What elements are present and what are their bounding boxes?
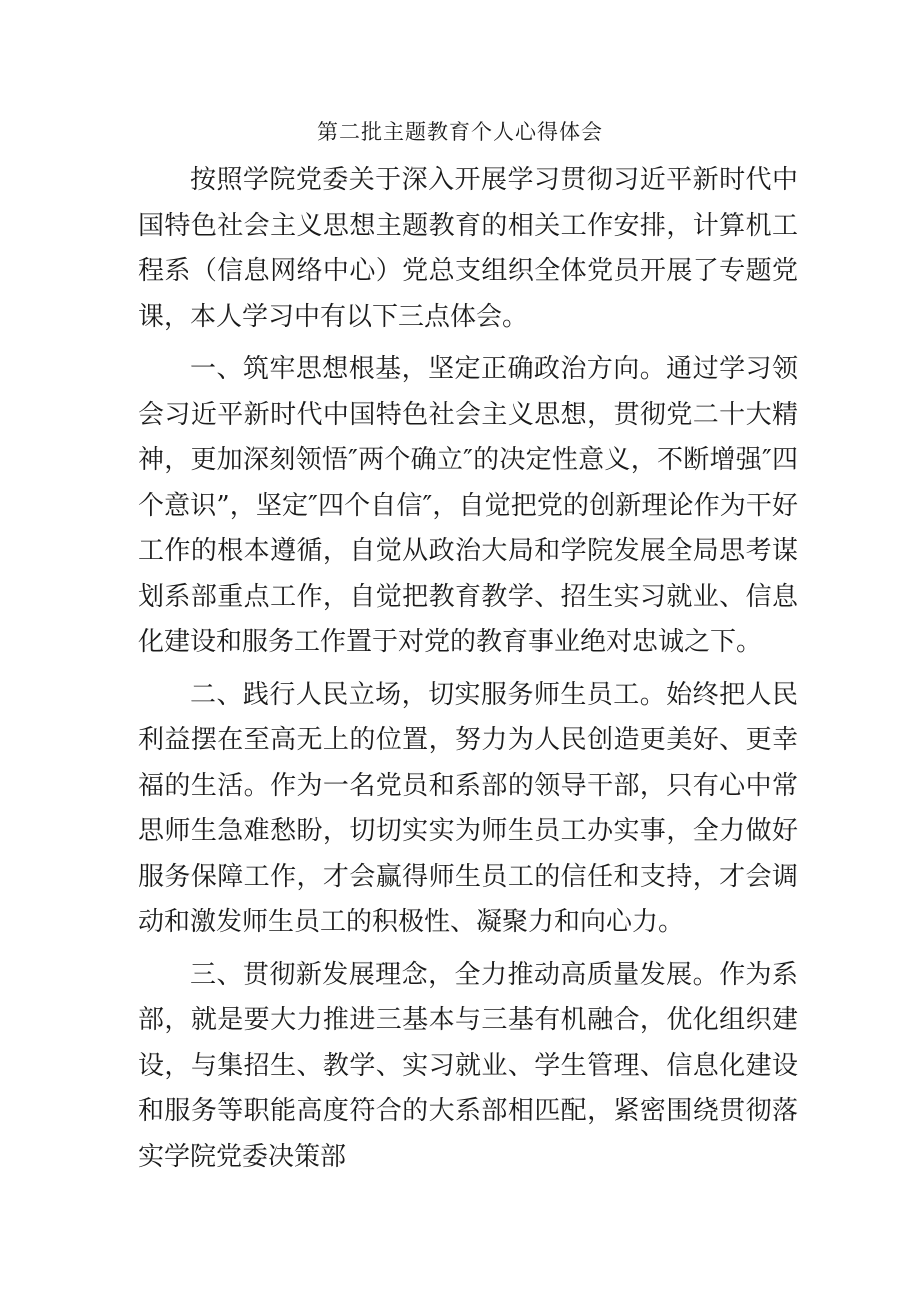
- paragraph-point-one: 一、筑牢思想根基，坚定正确政治方向。通过学习领会习近平新时代中国特色社会主义思想，贯彻党二十大精神，更加深刻领悟″两个确立″的决定性意义，不断增强″四个意识”，坚定″四个自信″，自觉把党的创新理论作为干好工作的根本遵循，自觉从政治大局和学院发展全局思考谋划系部重点工作，自觉把教育教学、招生实习就业、信息化建设和服务工作置于对党的教育事业绝对忠诚之下。: [138, 354, 798, 657]
- document-body: [138, 158, 798, 1180]
- paragraph-point-three: 三、贯彻新发展理念，全力推动高质量发展。作为系部，就是要大力推进三基本与三基有机融合，优化组织建设，与集招生、教学、实习就业、学生管理、信息化建设和服务等职能高度符合的大系部相匹配，紧密围绕贯彻落实学院党委决策部: [138, 959, 798, 1172]
- document-title: 第二批主题教育个人心得体会: [317, 120, 603, 144]
- paragraph-intro: 按照学院党委关于深入开展学习贯彻习近平新时代中国特色社会主义思想主题教育的相关工作安排，计算机工程系（信息网络中心）党总支组织全体党员开展了专题党课，本人学习中有以下三点体会。: [138, 165, 798, 332]
- paragraph-point-two: 二、践行人民立场，切实服务师生员工。始终把人民利益摆在至高无上的位置，努力为人民创造更美好、更幸福的生活。作为一名党员和系部的领导干部，只有心中常思师生急难愁盼，切切实实为师生员工办实事，全力做好服务保障工作，才会赢得师生员工的信任和支持，才会调动和激发师生员工的积极性、凝聚力和向心力。: [138, 679, 798, 937]
